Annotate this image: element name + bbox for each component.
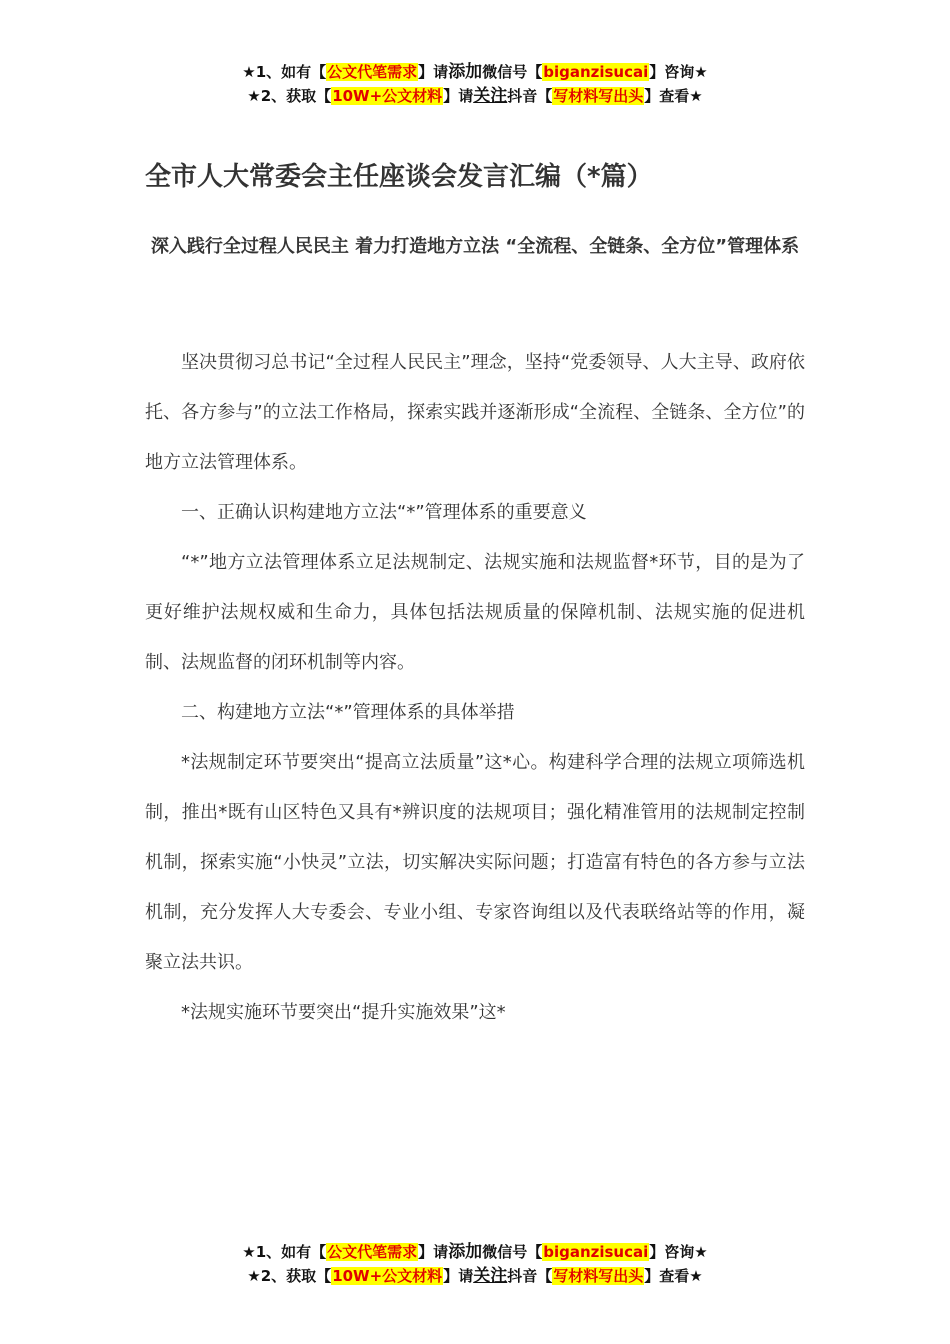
paragraph-formulation: *法规制定环节要突出“提高立法质量”这*心。构建科学合理的法规立项筛选机制，推出*既有山区特色又具有*辨识度的法规项目；强化精准管用的法规制定控制机制，探索实施“小快灵”立法，切实解决实际问题；打造富有特色的各方参与立法机制，充分发挥人大专委会、专业小组、专家咨询组以及代表联络站等的作用，凝聚立法共识。	[145, 752, 805, 973]
paragraph-intro: 坚决贯彻习总书记“全过程人民民主”理念，坚持“党委领导、人大主导、政府依托、各方参与”的立法工作格局，探索实践并逐渐形成“全流程、全链条、全方位”的地方立法管理体系。	[145, 352, 805, 473]
footer-line-2-text: 】请	[443, 1267, 474, 1285]
header-line-1-suffix: 】咨询★	[649, 63, 708, 81]
ghostwriting-highlight: 公文代笔需求	[327, 63, 418, 81]
footer-wechat-label: 微信号【	[482, 1243, 543, 1261]
header-line-1-text: 】请	[418, 63, 449, 81]
materials-highlight: 10W+公文材料	[332, 87, 443, 105]
footer-line-2-prefix: ★2、获取【	[247, 1267, 332, 1285]
footer-banner	[0, 1240, 950, 1288]
header-line-2-prefix: ★2、获取【	[247, 87, 332, 105]
header-line-1	[0, 60, 950, 84]
footer-line-2	[0, 1264, 950, 1288]
footer-wechat-id-highlight: biganzisucai	[543, 1243, 649, 1261]
header-line-2-suffix: 】查看★	[644, 87, 703, 105]
footer-line-1-suffix: 】咨询★	[649, 1243, 708, 1261]
footer-line-1-text: 】请	[418, 1243, 449, 1261]
wechat-label: 微信号【	[482, 63, 543, 81]
footer-line-2-suffix: 】查看★	[644, 1267, 703, 1285]
footer-materials-highlight: 10W+公文材料	[332, 1267, 443, 1285]
footer-ghostwriting-highlight: 公文代笔需求	[327, 1243, 418, 1261]
douyin-label: 抖音【	[507, 87, 553, 105]
wechat-id-highlight: biganzisucai	[543, 63, 649, 81]
footer-follow-text: 关注	[473, 1266, 508, 1286]
header-line-2-text: 】请	[443, 87, 474, 105]
footer-douyin-id-highlight: 写材料写出头	[553, 1267, 644, 1285]
document-subtitle: 深入践行全过程人民民主 着力打造地方立法 “全流程、全链条、全方位”管理体系	[150, 236, 800, 257]
footer-line-1	[0, 1240, 950, 1264]
header-banner	[0, 60, 950, 108]
header-line-2	[0, 84, 950, 108]
follow-text: 关注	[473, 86, 508, 106]
footer-line-1-prefix: ★1、如有【	[242, 1243, 327, 1261]
section-heading-2: 二、构建地方立法“*”管理体系的具体举措	[181, 702, 515, 723]
footer-add-text: 添加	[448, 1242, 483, 1262]
footer-douyin-label: 抖音【	[507, 1267, 553, 1285]
header-line-1-prefix: ★1、如有【	[242, 63, 327, 81]
document-body	[145, 338, 805, 1038]
add-text: 添加	[448, 62, 483, 82]
paragraph-implementation: *法规实施环节要突出“提升实施效果”这*	[181, 1002, 506, 1023]
section-heading-1: 一、正确认识构建地方立法“*”管理体系的重要意义	[181, 502, 587, 523]
document-title: 全市人大常委会主任座谈会发言汇编（*篇）	[145, 162, 653, 192]
paragraph-significance: “*”地方立法管理体系立足法规制定、法规实施和法规监督*环节，目的是为了更好维护法规权威和生命力，具体包括法规质量的保障机制、法规实施的促进机制、法规监督的闭环机制等内容。	[145, 552, 805, 673]
douyin-id-highlight: 写材料写出头	[553, 87, 644, 105]
